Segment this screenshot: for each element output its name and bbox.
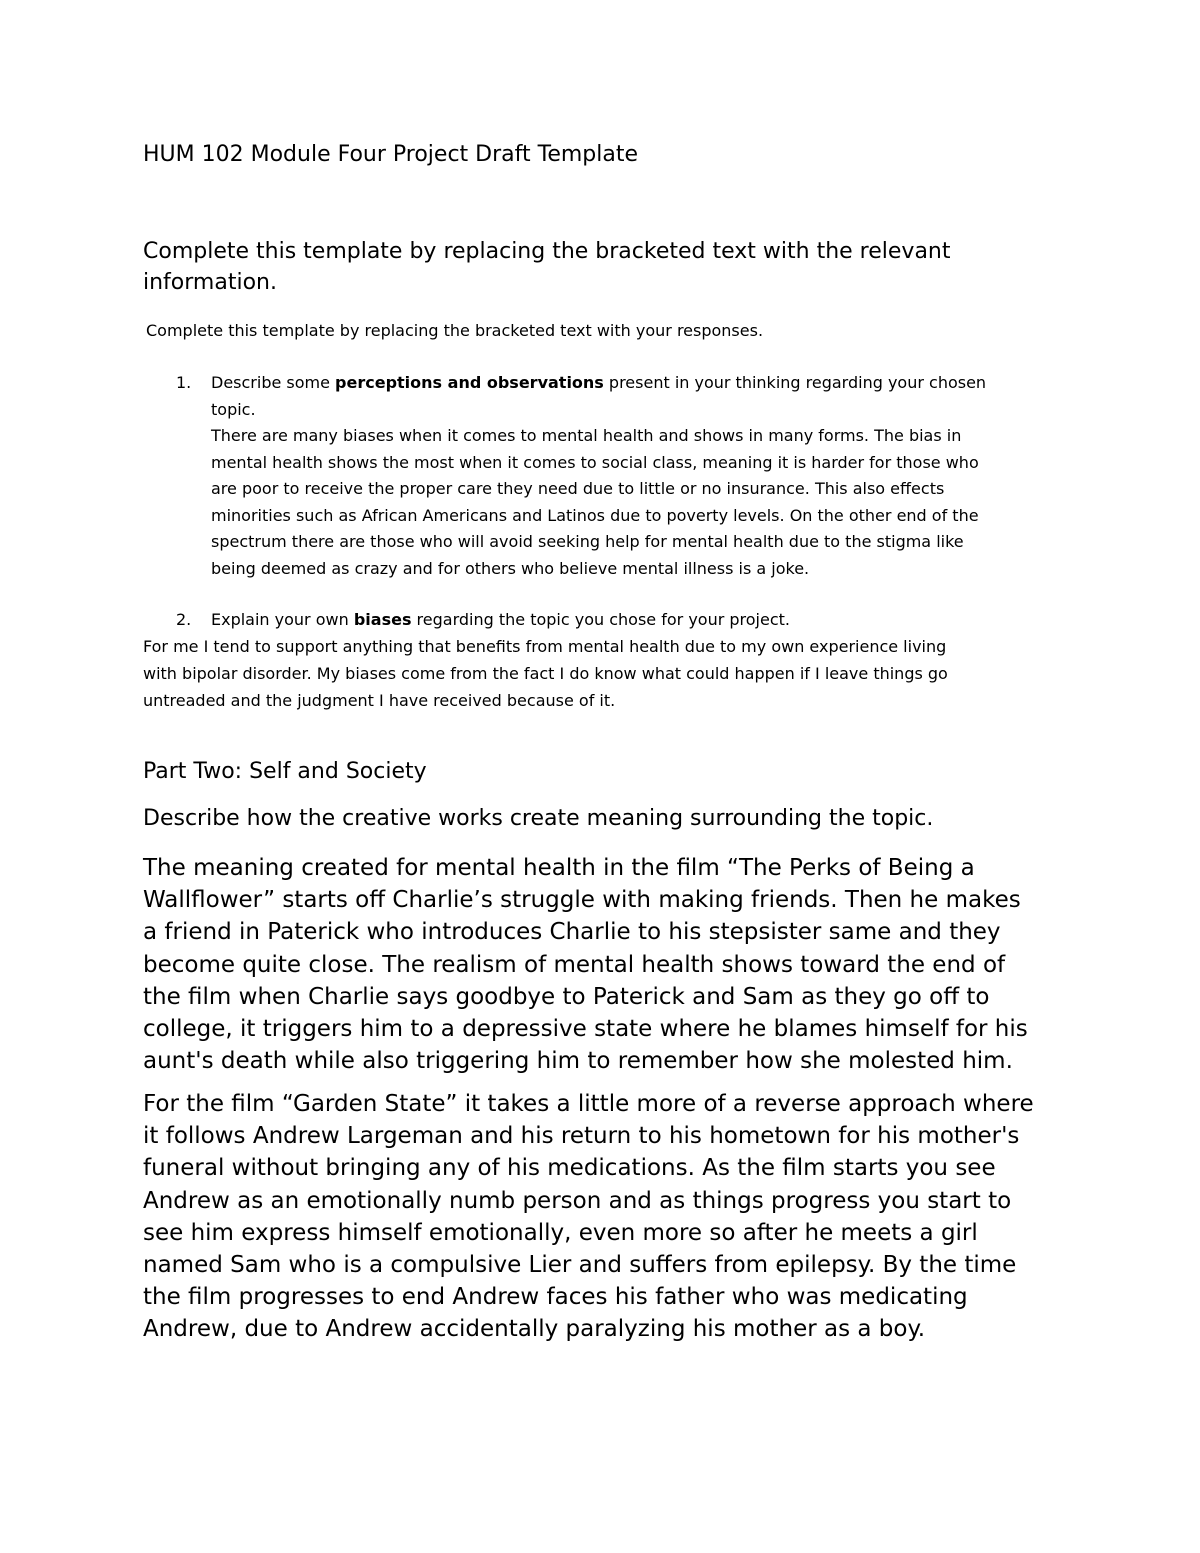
paragraph-line: the film when Charlie says goodbye to Paterick and Sam as they go off to [143, 983, 990, 1010]
paragraph-line: For the film “Garden State” it takes a little more of a reverse approach where [143, 1091, 1034, 1117]
paragraph-line: college, it triggers him to a depressive state where he blames himself for his [143, 1016, 1028, 1043]
part-two-prompt: Describe how the creative works create meaning surrounding the topic. [143, 806, 934, 831]
instruction-text: Complete this template by replacing the bracketed text with your responses. [146, 321, 764, 340]
question-1-answer-line: mental health shows the most when it comes to social class, meaning it is harder for those who [211, 452, 979, 472]
question-2 [211, 607, 790, 634]
question-1-answer-line: There are many biases when it comes to mental health and shows in many forms. The bias in [211, 426, 962, 445]
question-1 [211, 370, 986, 582]
question-2-bold-term: biases [353, 610, 412, 629]
question-2-number: 2. [176, 610, 192, 629]
part-two-paragraph-2 [143, 1088, 1034, 1346]
paragraph-line: funeral without bringing any of his medications. As the film starts you see [143, 1155, 996, 1182]
question-1-bold-term: perceptions and observations [335, 373, 604, 392]
paragraph-line: see him express himself emotionally, even more so after he meets a girl [143, 1219, 978, 1246]
part-two-paragraph-1 [143, 852, 1028, 1077]
question-2-prompt: Explain your own biases regarding the topic you chose for your project. [211, 610, 790, 629]
paragraph-line: Andrew, due to Andrew accidentally paralyzing his mother as a boy. [143, 1316, 926, 1343]
paragraph-line: Andrew as an emotionally numb person and as things progress you start to [143, 1187, 1012, 1214]
paragraph-line: named Sam who is a compulsive Lier and suffers from epilepsy. By the time [143, 1252, 1017, 1279]
question-2-answer-line: For me I tend to support anything that benefits from mental health due to my own experience living [143, 637, 947, 656]
question-1-prompt: Describe some perceptions and observations present in your thinking regarding your chosen [211, 373, 987, 392]
question-2-answer-line: untreaded and the judgment I have received because of it. [143, 691, 616, 710]
question-2-answer-line: with bipolar disorder. My biases come from the fact I do know what could happen if I leave things go [143, 664, 948, 683]
intro-text [143, 236, 951, 298]
intro-line: information. [143, 270, 277, 295]
question-2-answer [143, 633, 948, 714]
paragraph-line: become quite close. The realism of mental health shows toward the end of [143, 951, 1006, 978]
paragraph-line: a friend in Paterick who introduces Charlie to his stepsister same and they [143, 919, 1001, 946]
paragraph-line: aunt's death while also triggering him to remember how she molested him. [143, 1048, 1013, 1075]
document-title: HUM 102 Module Four Project Draft Template [143, 142, 638, 167]
question-1-answer-line: minorities such as African Americans and Latinos due to poverty levels. On the other end of the [211, 505, 979, 525]
paragraph-line: Wallflower” starts off Charlie’s struggle with making friends. Then he makes [143, 887, 1021, 914]
paragraph-line: it follows Andrew Largeman and his return to his hometown for his mother's [143, 1123, 1020, 1150]
question-1-answer-line: spectrum there are those who will avoid seeking help for mental health due to the stigma like [211, 532, 964, 551]
question-1-prompt-continued: topic. [211, 399, 256, 419]
part-two-heading: Part Two: Self and Society [143, 759, 427, 784]
question-1-number: 1. [176, 373, 192, 392]
paragraph-line: the film progresses to end Andrew faces his father who was medicating [143, 1284, 968, 1311]
question-1-answer-line: are poor to receive the proper care they need due to little or no insurance. This also effects [211, 479, 945, 498]
intro-line: Complete this template by replacing the bracketed text with the relevant [143, 239, 951, 264]
question-1-answer-line: being deemed as crazy and for others who believe mental illness is a joke. [211, 558, 810, 578]
paragraph-line: The meaning created for mental health in the film “The Perks of Being a [143, 855, 975, 881]
